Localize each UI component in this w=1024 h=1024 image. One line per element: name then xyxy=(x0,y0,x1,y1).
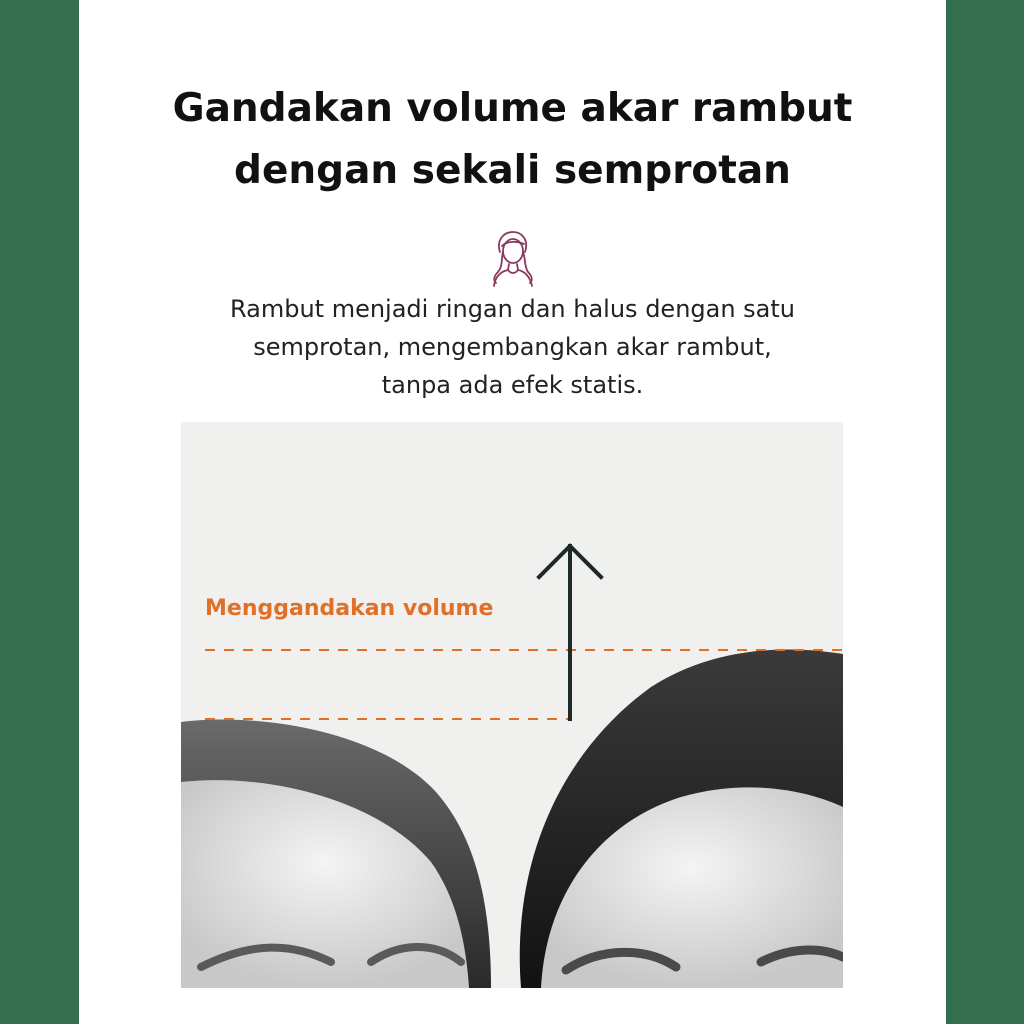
content-panel xyxy=(79,0,946,1024)
before-after-photo xyxy=(181,422,843,988)
description-line-3: tanpa ada efek statis. xyxy=(381,371,644,399)
headline-line-1: Gandakan volume akar rambut xyxy=(172,86,853,131)
headline-line-2: dengan sekali semprotan xyxy=(234,148,791,193)
arrow-up-icon xyxy=(539,546,601,719)
description-line-2: semprotan, mengembangkan akar rambut, xyxy=(253,333,772,361)
woman-hair-icon xyxy=(484,228,540,288)
volume-label: Menggandakan volume xyxy=(205,596,494,621)
description-line-1: Rambut menjadi ringan dan halus dengan satu xyxy=(229,295,796,323)
description xyxy=(79,290,946,404)
headline xyxy=(79,78,946,202)
before-head xyxy=(181,720,491,988)
